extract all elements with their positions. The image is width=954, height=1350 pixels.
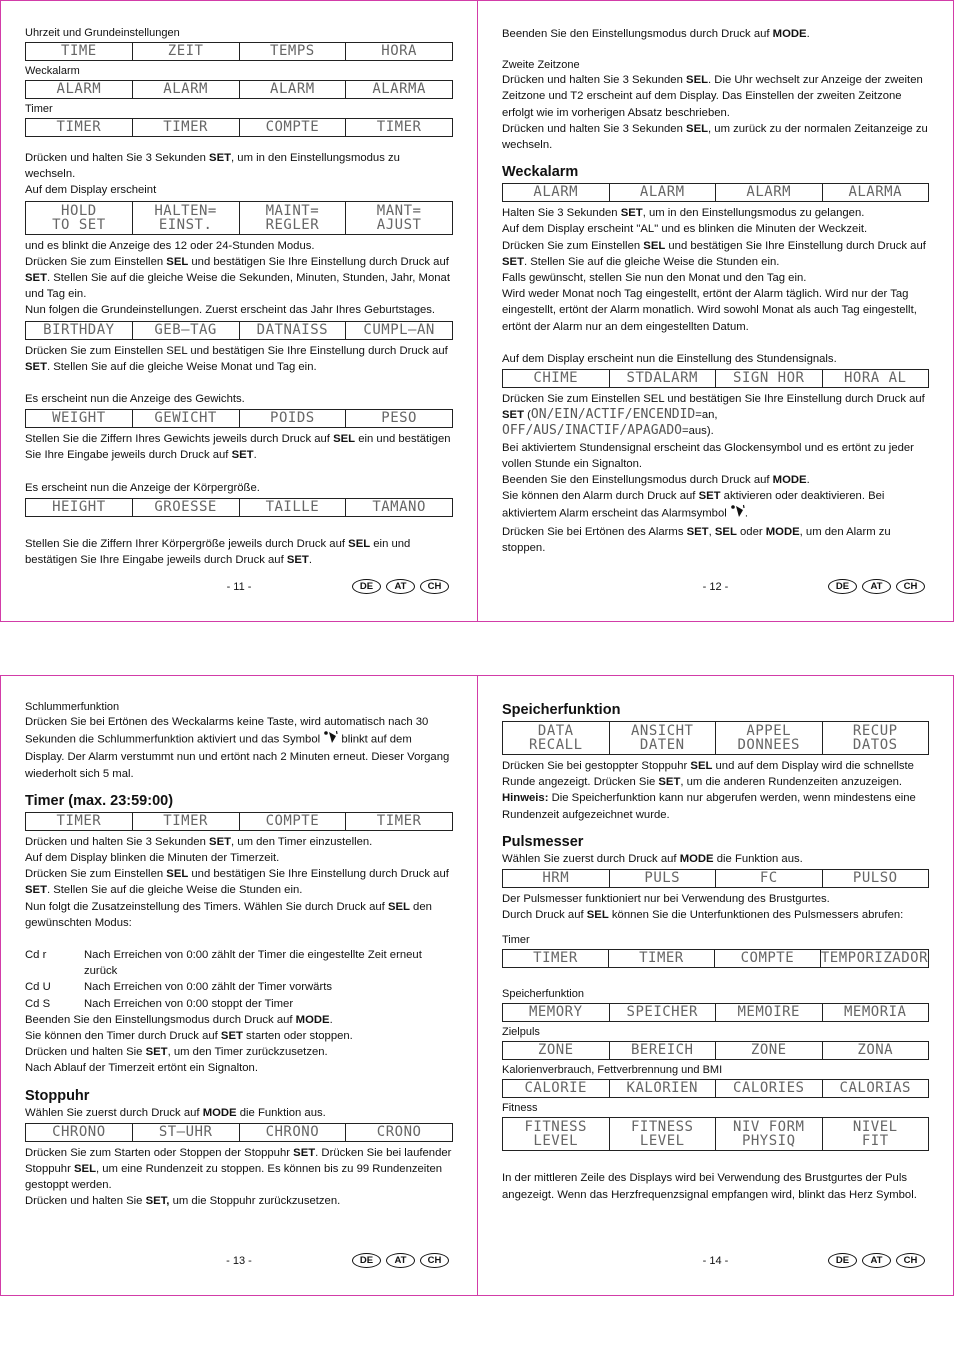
paragraph: Halten Sie 3 Sekunden SET, um in den Einstellungsmodus zu gelangen. [502, 207, 865, 220]
section-heading: Speicherfunktion [502, 702, 621, 718]
section-heading: Weckalarm [502, 164, 579, 181]
paragraph: Drücken Sie bei gestoppter Stoppuhr SEL und auf dem Display wird die schnellste Runde angezeigt. Drücken Sie SET, um die anderen Rundenzeiten anzuzeigen. [502, 760, 914, 789]
page-number: - 14 - [702, 1255, 729, 1267]
lcd-cell: TAMANO [345, 499, 452, 516]
paragraph: Der Pulsmesser funktioniert nur bei Verwendung des Brustgurtes. [502, 893, 830, 906]
country-badges [828, 1253, 925, 1268]
lcd-cell: RECUP DATOS [822, 722, 929, 754]
section-label: Zweite Zeitzone [502, 59, 580, 72]
section-label: Weckalarm [25, 65, 80, 77]
lcd-display [502, 1003, 929, 1022]
country-badge: AT [862, 579, 891, 594]
lcd-cell: ALARMA [345, 81, 452, 98]
timer-mode-list [25, 947, 453, 1012]
paragraph: Es erscheint nun die Anzeige des Gewichts. [25, 393, 245, 406]
lcd-cell: TIMER [345, 119, 452, 136]
paragraph: Durch Druck auf SEL können Sie die Unterfunktionen des Pulsmessers abrufen: [502, 909, 904, 922]
lcd-cell: CALORIAS [822, 1080, 929, 1097]
lcd-cell: FITNESS LEVEL [609, 1118, 716, 1150]
lcd-cell: ALARM [239, 81, 346, 98]
lcd-display [502, 949, 929, 968]
paragraph: Hinweis: Die Speicherfunktion kann nur abgerufen werden, wenn mindestens eine Rundenzeit aufgezeichnet wurde. [502, 792, 916, 821]
lcd-display [502, 369, 929, 388]
lcd-cell: HRM [542, 870, 570, 887]
lcd-cell: GEB–TAG [132, 322, 239, 339]
lcd-cell: DATA RECALL [528, 723, 583, 753]
lcd-cell: HOLD TO SET [52, 202, 106, 233]
lcd-cell: MANT= AJUST [345, 202, 452, 234]
lcd-cell: BEREICH [609, 1042, 716, 1059]
paragraph: Auf dem Display erscheint "AL" und es blinken die Minuten der Weckzeit. [502, 223, 868, 236]
mode-description: Nach Erreichen von 0:00 zählt der Timer vorwärts [84, 981, 333, 994]
lcd-cell: HEIGHT [52, 498, 106, 515]
lcd-cell: CUMPL–AN [345, 322, 452, 339]
lcd-cell: HORA [345, 43, 452, 60]
lcd-cell: GEWICHT [132, 410, 239, 427]
paragraph: Auf dem Display erscheint nun die Einstellung des Stundensignals. [502, 352, 837, 365]
lcd-cell: HALTEN= EINST. [132, 202, 239, 234]
page-11 [0, 0, 478, 622]
lcd-display [502, 1079, 929, 1098]
country-badge: DE [352, 1253, 381, 1268]
lcd-cell: ALARM [132, 81, 239, 98]
paragraph: Wählen Sie zuerst durch Druck auf MODE die Funktion aus. [502, 852, 803, 865]
paragraph: SET (ON/EIN/ACTIF/ENCENDID=an, [502, 407, 718, 423]
page-13 [0, 675, 478, 1296]
country-badge: CH [420, 579, 449, 594]
lcd-cell: ALARM [609, 184, 716, 201]
section-label: Fitness [502, 1102, 538, 1115]
country-badge: AT [386, 1253, 415, 1268]
paragraph: Nun folgt die Zusatzeinstellung des Timers. Wählen Sie durch Druck auf SEL den gewünschten Modus: [25, 900, 432, 929]
snooze-icon [323, 730, 338, 749]
lcd-cell: ST–UHR [132, 1124, 239, 1141]
paragraph: In der mittleren Zeile des Displays wird bei Verwendung des Brustgurtes der Puls angezeigt. Wenn das Herzfrequenzsignal empfangen wird, blinkt das Herz Symbol. [502, 1172, 917, 1201]
list-item [25, 996, 453, 1012]
lcd-cell: MEMORIA [822, 1004, 929, 1021]
page-number: - 12 - [702, 581, 729, 593]
section-heading: Pulsmesser [502, 833, 584, 850]
section-heading: Timer (max. 23:59:00) [25, 792, 174, 809]
lcd-display [502, 1117, 929, 1151]
lcd-cell: ALARM [715, 184, 822, 201]
lcd-display [25, 80, 453, 99]
lcd-display [25, 321, 453, 340]
lcd-display [25, 201, 453, 235]
page-14 [477, 675, 954, 1296]
lcd-cell: ANSICHT DATEN [609, 722, 716, 754]
lcd-cell: PULS [609, 870, 716, 887]
paragraph: Nach Ablauf der Timerzeit ertönt ein Signalton. [25, 1062, 258, 1075]
section-label: Uhrzeit und Grundeinstellungen [25, 27, 180, 39]
country-badge: AT [386, 579, 415, 594]
lcd-display [502, 721, 929, 755]
paragraph: OFF/AUS/INACTIF/APAGADO=aus). [502, 423, 714, 439]
section-label: Schlummerfunktion [25, 701, 120, 713]
section-label: Timer [25, 103, 53, 115]
lcd-display [25, 812, 453, 831]
lcd-cell: TEMPS [239, 43, 346, 60]
paragraph: Drücken und halten Sie 3 Sekunden SEL, um zurück zu der normalen Zeitanzeige zu wechseln. [502, 122, 928, 152]
paragraph: Beenden Sie den Einstellungsmodus durch Druck auf MODE. [502, 474, 810, 487]
country-badge: DE [828, 1253, 857, 1268]
paragraph: Drücken und halten Sie 3 Sekunden SET, um in den Einstellungsmodus zu wechseln. [25, 152, 400, 181]
lcd-cell: NIV FORM PHYSIQ [715, 1118, 822, 1150]
paragraph: Drücken Sie zum Einstellen SEL und bestätigen Sie Ihre Einstellung durch Druck auf SET. Stellen Sie auf die gleiche Weise die Sekunden, Minuten, Stunden, Jahr, Monat und Tag ein. [25, 255, 450, 301]
lcd-cell: CHRONO [239, 1124, 346, 1141]
paragraph: Drücken Sie zum Einstellen SEL und bestätigen Sie Ihre Einstellung durch Druck auf SET. Stellen Sie auf die gleiche Weise die Stunden ein. [25, 868, 449, 897]
paragraph: Drücken Sie bei Ertönen des Alarms SET, SEL oder MODE, um den Alarm zu stoppen. [502, 525, 891, 554]
paragraph: Falls gewünscht, stellen Sie nun den Monat und den Tag ein. [502, 272, 807, 285]
paragraph: Drücken und halten Sie 3 Sekunden SEL. Die Uhr wechselt zur Anzeige der zweiten Zeitzone und T2 erscheint auf dem Display. Das Einstellen der zweiten Zeitzone erfolgt wie im vorherigen Absatz beschrieben. [502, 74, 923, 119]
lcd-cell: STDALARM [609, 370, 716, 387]
lcd-cell: NIVEL FIT [822, 1118, 929, 1150]
lcd-cell: ZEIT [132, 43, 239, 60]
lcd-cell: ALARM [56, 81, 102, 97]
paragraph: Auf dem Display blinken die Minuten der Timerzeit. [25, 852, 280, 865]
paragraph: Wird weder Monat noch Tag eingestellt, ertönt der Alarm täglich. Wird nur der Tag eingestellt, ertönt der Alarm monatlich. Wird sowohl Monat als auch Tag eingestellt, ertönt der Alarm nur an dem eingestellten Datum. [502, 288, 917, 333]
paragraph: Es erscheint nun die Anzeige der Körpergröße. [25, 481, 260, 494]
paragraph: Drücken Sie zum Einstellen SEL und bestätigen Sie Ihre Einstellung durch Druck auf SET. Stellen Sie auf die gleiche Weise Monat und Tag ein. [25, 344, 448, 373]
lcd-cell: MEMOIRE [715, 1004, 822, 1021]
paragraph: Stellen Sie die Ziffern Ihrer Körpergröße jeweils durch Druck auf SEL ein und bestätigen Sie Ihre Eingabe jeweils durch Druck auf SET. [25, 537, 411, 567]
lcd-display [502, 183, 929, 202]
lcd-cell: TIMER [345, 813, 452, 830]
section-heading: Stoppuhr [25, 1087, 90, 1104]
lcd-display [25, 498, 453, 517]
lcd-cell: ZONA [822, 1042, 929, 1059]
section-label: Timer [502, 934, 530, 947]
country-badges [352, 579, 449, 594]
lcd-cell: COMPTE [239, 119, 346, 136]
lcd-cell: COMPTE [714, 950, 820, 967]
mode-description: Nach Erreichen von 0:00 zählt der Timer die eingestellte Zeit erneut zurück [84, 949, 422, 978]
paragraph: Bei aktiviertem Stundensignal erscheint das Glockensymbol und es ertönt zu jeder vollen Stunde ein Signalton. [502, 441, 914, 470]
lcd-display [25, 118, 453, 137]
lcd-cell: KALORIEN [609, 1080, 716, 1097]
lcd-cell: TIMER [56, 119, 102, 135]
list-item [25, 979, 453, 995]
country-badge: CH [420, 1253, 449, 1268]
lcd-cell: FITNESS LEVEL [524, 1119, 587, 1150]
lcd-cell: TIMER [533, 950, 578, 967]
lcd-cell: TIMER [132, 813, 239, 830]
section-label: Speicherfunktion [502, 988, 584, 1001]
lcd-display [502, 1041, 929, 1060]
lcd-display [502, 869, 929, 888]
paragraph: Nun folgen die Grundeinstellungen. Zuerst erscheint das Jahr Ihres Geburtstages. [25, 304, 436, 317]
alarm-bell-icon [730, 504, 745, 523]
list-item [25, 947, 453, 979]
lcd-cell: CHIME [533, 370, 579, 387]
lcd-cell: APPEL DONNEES [715, 722, 822, 754]
section-label: Kalorienverbrauch, Fettverbrennung und BMI [502, 1064, 723, 1077]
lcd-cell: TIMER [56, 812, 102, 829]
lcd-cell: COMPTE [239, 813, 346, 830]
lcd-display [25, 409, 453, 428]
lcd-cell: FC [715, 870, 822, 887]
paragraph: Drücken und halten Sie SET, um die Stoppuhr zurückzusetzen. [25, 1195, 341, 1208]
paragraph: Drücken Sie zum Starten oder Stoppen der Stoppuhr SET. Drücken Sie bei laufender Stoppuhr SEL, um eine Rundenzeit zu stoppen. Es können bis zu 99 Rundenzeiten gestoppt werden. [25, 1146, 452, 1192]
lcd-cell: MAINT= REGLER [239, 202, 346, 234]
lcd-display [25, 1123, 453, 1142]
lcd-cell: CALORIE [524, 1080, 587, 1097]
lcd-cell: DATNAISS [239, 322, 346, 339]
paragraph: Sie können den Timer durch Druck auf SET starten oder stoppen. [25, 1030, 353, 1043]
paragraph: Drücken Sie bei Ertönen des Weckalarms keine Taste, wird automatisch nach 30 Sekunden die Schlummerfunktion aktiviert und das Symbol blinkt auf dem Display. Der Alarm verstummt nun und ertönt nach 2 Minuten erneut. Dieser Vorgang wiederholt sich 5 mal. [25, 716, 450, 780]
mode-code: Cd U [25, 981, 51, 994]
mode-description: Nach Erreichen von 0:00 stoppt der Timer [84, 997, 294, 1010]
lcd-cell: TIMER [608, 950, 714, 967]
mode-code: Cd r [25, 949, 47, 962]
page-number: - 13 - [226, 1255, 252, 1267]
paragraph: Stellen Sie die Ziffern Ihres Gewichts jeweils durch Druck auf SEL ein und bestätigen Sie Ihre Eingabe jeweils durch Druck auf SET. [25, 433, 451, 462]
lcd-cell: TEMPORIZADOR [820, 950, 929, 967]
country-badge: CH [896, 579, 925, 594]
lcd-cell: TAILLE [239, 499, 346, 516]
country-badge: CH [896, 1253, 925, 1268]
paragraph: und es blinkt die Anzeige des 12 oder 24-Stunden Modus. [25, 239, 315, 252]
lcd-cell: ZONE [715, 1042, 822, 1059]
lcd-cell: PESO [345, 410, 452, 427]
lcd-cell: MEMORY [528, 1004, 583, 1021]
country-badge: DE [352, 579, 381, 594]
lcd-display [25, 42, 453, 61]
country-badge: AT [862, 1253, 891, 1268]
paragraph: Beenden Sie den Einstellungsmodus durch Druck auf MODE. [502, 28, 810, 40]
lcd-cell: BIRTHDAY [43, 321, 115, 338]
page-12 [477, 0, 954, 622]
lcd-cell: PULSO [822, 870, 929, 887]
lcd-cell: ZONE [537, 1042, 574, 1059]
paragraph: Sie können den Alarm durch Druck auf SET aktivieren oder deaktivieren. Bei aktiviertem Alarm erscheint das Alarmsymbol . [502, 488, 929, 523]
country-badges [828, 579, 925, 594]
lcd-cell: ALARM [533, 184, 579, 201]
paragraph: Drücken und halten Sie 3 Sekunden SET, um den Timer einzustellen. [25, 835, 373, 848]
paragraph: Drücken und halten Sie SET, um den Timer zurückzusetzen. [25, 1046, 328, 1059]
lcd-cell: SPEICHER [609, 1004, 716, 1021]
country-badge: DE [828, 579, 857, 594]
lcd-cell: TIMER [132, 119, 239, 136]
mode-code: Cd S [25, 997, 51, 1010]
lcd-cell: ALARMA [822, 184, 929, 201]
country-badges [352, 1253, 449, 1268]
lcd-cell: WEIGHT [52, 410, 106, 427]
lcd-cell: TIME [61, 43, 97, 59]
lcd-cell: CRONO [345, 1124, 452, 1141]
lcd-cell: SIGN HOR [715, 370, 822, 387]
paragraph: Auf dem Display erscheint [25, 184, 157, 197]
lcd-cell: CHRONO [52, 1123, 106, 1140]
paragraph: Beenden Sie den Einstellungsmodus durch Druck auf MODE. [25, 1013, 333, 1026]
section-label: Zielpuls [502, 1026, 540, 1039]
paragraph: Drücken Sie zum Einstellen SEL und bestätigen Sie Ihre Einstellung durch Druck auf SET. Stellen Sie auf die gleiche Weise die Stunden ein. [502, 239, 926, 268]
lcd-cell: HORA AL [822, 370, 929, 387]
lcd-cell: GROESSE [132, 499, 239, 516]
paragraph: Wählen Sie zuerst durch Druck auf MODE die Funktion aus. [25, 1106, 326, 1119]
lcd-cell: POIDS [239, 410, 346, 427]
paragraph: Drücken Sie zum Einstellen SEL und bestätigen Sie Ihre Einstellung durch Druck auf [502, 393, 925, 406]
lcd-cell: CALORIES [715, 1080, 822, 1097]
page-number: - 11 - [226, 581, 252, 593]
